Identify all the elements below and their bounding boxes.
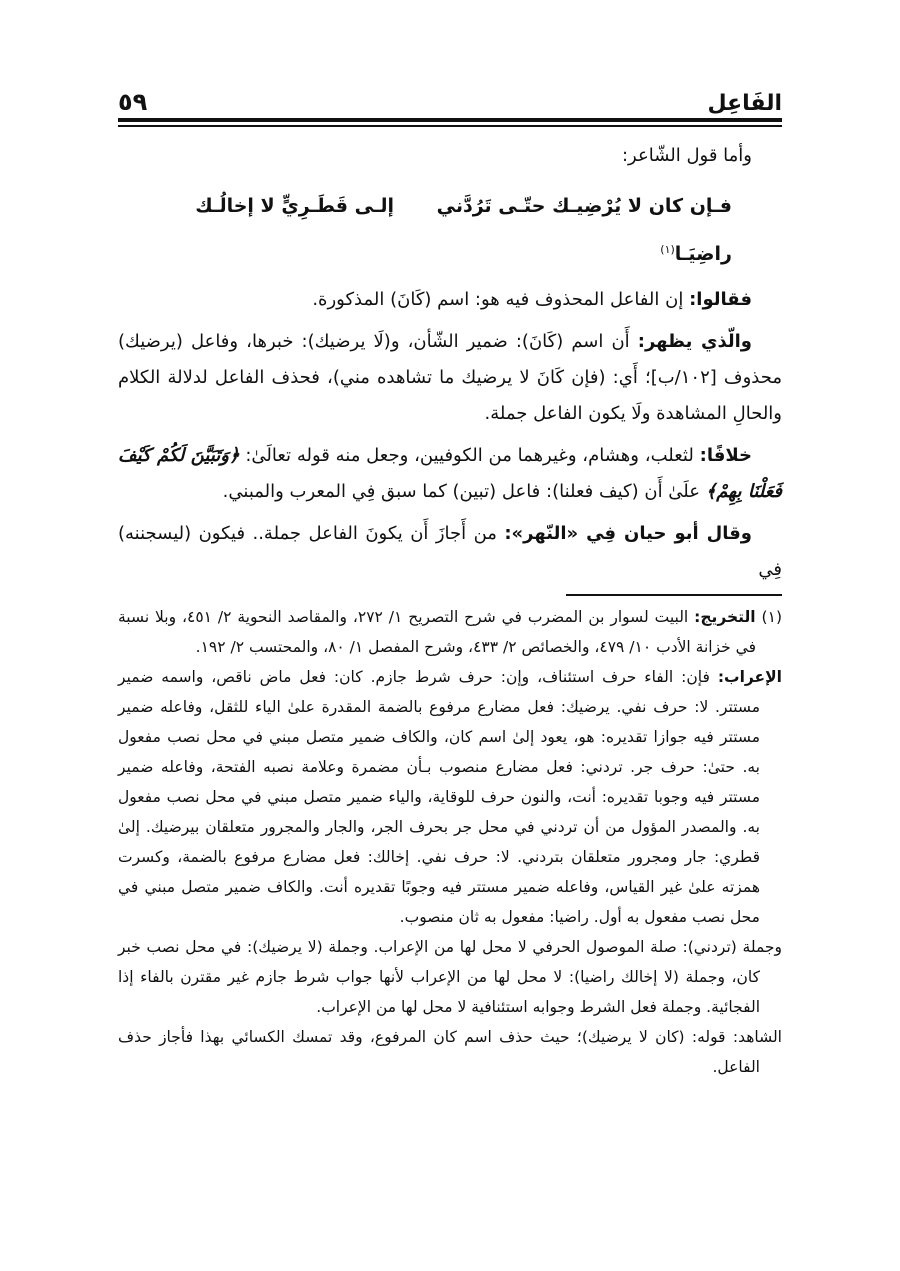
paragraph-2-text: أَن اسم (كَانَ): ضمير الشّأن، و(لَا يرضيك): خبرها، وفاعل (يرضيك) محذوف [١٠٢/ب]؛ أَي: (فإن كَانَ لا يرضيك ما تشاهده مني)، فحذف الفاعل لدلالة الكلام والحالِ المشاهدة ولَا يكون الفاعل جملة. [118, 331, 782, 425]
footnotes [118, 602, 782, 1082]
paragraph-2-lead: والّذي يظهر: [637, 331, 752, 353]
footnote-number: (١) [761, 608, 782, 626]
main-text [118, 138, 782, 594]
jumal-text: وجملة (تردني): صلة الموصول الحرفي لا محل لها من الإعراب. وجملة (لا يرضيك): في محل نصب خبر كان، وجملة (لا إخالك راضيا): لا محل لها من الإعراب لأنها جواب شرط جازم غير مقترن بالفاء إذا الفجائية. وجملة فعل الشرط وجوابه استئنافية لا محل لها من الإعراب. [118, 938, 782, 1016]
footnote-jumal [118, 932, 782, 1022]
footnote-irab [118, 662, 782, 932]
paragraph-4-lead: وقال أبو حيان فِي «النّهر»: [504, 523, 752, 545]
header-rule-thick [118, 118, 782, 122]
header-rule-thin [118, 125, 782, 127]
poem-hemistich-1: فـإن كان لا يُرْضِيـك حتّـى تَرُدَّني [436, 195, 732, 217]
takhrij-label: التخريج: [694, 608, 756, 626]
paragraph-4-text: من أَجازَ أَن يكونَ الفاعل جملة.. فيكون (ليسجننه) فِي [118, 523, 782, 581]
poem-intro: وأما قول الشّاعر: [621, 145, 752, 166]
paragraph-1-lead: فقالوا: [689, 289, 752, 311]
irab-text: فإن: الفاء حرف استئناف، وإن: حرف شرط جازم. كان: فعل ماض ناقص، واسمه ضمير مستتر. لا: حرف نفي. يرضيك: فعل مضارع مرفوع بالضمة المقدرة علىٰ الياء للثقل، وفاعله ضمير مستتر فيه جوازا تقديره: هو، يعود إلىٰ اسم كان، والكاف ضمير متصل مبني في محل نصب مفعول به. حتىٰ: حرف جر. تردني: فعل مضارع منصوب بـأن مضمرة وعلامة نصبه الفتحة، وفاعله ضمير مستتر فيه وجوبا تقديره: أنت، والنون حرف للوقاية، والياء ضمير متصل مبني في محل نصب مفعول به. والمصدر المؤول من أن تردني في محل جر بحرف الجر، والجار والمجرور متعلقان بيرضيك. إلىٰ قطري: جار ومجرور متعلقان بتردني. لا: حرف نفي. إخالك: فعل مضارع مرفوع بالضمة، وكسرت همزته علىٰ غير القياس، وفاعله ضمير مستتر فيه وجوبًا تقديره أنت. والكاف ضمير متصل مبني في محل نصب مفعول به أول. راضيا: مفعول به ثان منصوب. [118, 668, 760, 926]
poem-hemistich-2: إلـى قَطَـرِيٍّ لا إخالُـك راضِيَـا [195, 195, 732, 266]
shahid-label: الشاهد: [732, 1028, 782, 1046]
poem-verse [118, 184, 782, 276]
paragraph-1-text: إن الفاعل المحذوف فيه هو: اسم (كَانَ) المذكورة. [312, 289, 684, 311]
paragraph-3-text-b: علَىٰ أَن (كيف فعلنا): فاعل (تبين) كما سبق فِي المعرب والمبني. [222, 481, 700, 503]
paragraph-2 [118, 324, 782, 432]
footnote-separator [566, 594, 782, 596]
page-number: ٥٩ [118, 88, 148, 116]
footnote-marker[interactable]: (١) [660, 243, 675, 256]
takhrij-text: البيت لسوار بن المضرب في شرح التصريح ١/ ٢٧٢، والمقاصد النحوية ٢/ ٤٥١، وبلا نسبة في خزانة الأدب ١٠/ ٤٧٩، والخصائص ٢/ ٤٣٣، وشرح المفصل ١/ ٨٠، والمحتسب ٢/ ١٩٢. [118, 608, 756, 656]
paragraph-3 [118, 438, 782, 510]
paragraph-1 [118, 282, 782, 318]
footnote-shahid [118, 1022, 782, 1082]
chapter-title: الفَاعِل [707, 91, 782, 116]
shahid-text: قوله: (كان لا يرضيك)؛ حيث حذف اسم كان المرفوع، وقد تمسك الكسائي بهذا فأجاز حذف الفاعل. [118, 1028, 760, 1076]
paragraph-3-lead: خلافًا: [699, 445, 753, 467]
quran-verse: ﴿وَتَبَيَّنَ لَكُمْ كَيْفَ فَعَلْنَا بِهِمْ﴾ [118, 445, 782, 503]
running-header [118, 78, 782, 116]
irab-label: الإعراب: [717, 668, 782, 686]
footnote-takhrij [118, 602, 782, 662]
paragraph-4 [118, 516, 782, 588]
paragraph-3-text-a: لثعلب، وهشام، وغيرهما من الكوفيين، وجعل منه قوله تعالَىٰ: [245, 445, 694, 467]
